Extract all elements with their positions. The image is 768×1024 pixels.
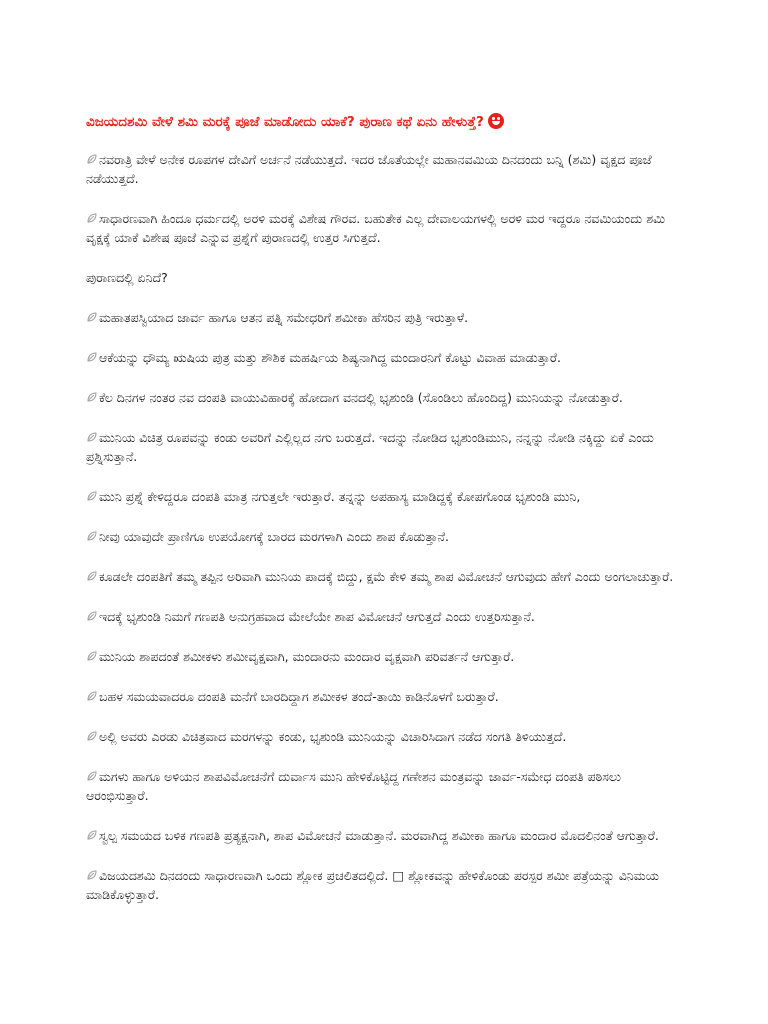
- paragraph-text: ಕೆಲ ದಿನಗಳ ನಂತರ ನವ ದಂಪತಿ ವಾಯುವಿಹಾರಕ್ಕೆ ಹೋದಾಗ ವನದಲ್ಲಿ ಭೃಶುಂಡಿ (ಸೊಂಡಿಲು ಹೊಂದಿದ್ದ) ಮುನಿಯನ್ನು ನೋಡುತ್ತಾರೆ.: [99, 390, 623, 405]
- leaf-icon: [86, 530, 98, 542]
- leaf-icon: [86, 650, 98, 662]
- leaf-icon: [86, 829, 98, 841]
- article-title: [86, 112, 684, 132]
- paragraph-text: ಕೂಡಲೇ ದಂಪತಿಗೆ ತಮ್ಮ ತಪ್ಪಿನ ಅರಿವಾಗಿ ಮುನಿಯ ಪಾದಕ್ಕೆ ಬಿದ್ದು, ಕ್ಷಮೆ ಕೇಳಿ ತಮ್ಮ ಶಾಪ ವಿಮೋಚನೆ ಆಗುವುದು ಹೇಗೆ ಎಂದು ಅಂಗಲಾಚುತ್ತಾರೆ.: [99, 569, 674, 584]
- paragraph: [86, 607, 684, 626]
- article-body: [86, 150, 684, 904]
- laughing-face-emoji-icon: [488, 113, 504, 129]
- paragraph-text: ನವರಾತ್ರಿ ವೇಳೆ ಅನೇಕ ರೂಪಗಳ ದೇವಿಗೆ ಅರ್ಚನೆ ನಡೆಯುತ್ತದೆ. ಇದರ ಜೊತೆಯಲ್ಲೇ ಮಹಾನವಮಿಯ ದಿನದಂದು ಬನ್ನಿ (ಶಮಿ) ವೃಕ್ಷದ ಪೂಜೆ ನಡೆಯುತ್ತದೆ.: [86, 152, 652, 186]
- leaf-icon: [86, 391, 98, 403]
- leaf-icon: [86, 153, 98, 165]
- paragraph-text: ಬಹಳ ಸಮಯವಾದರೂ ದಂಪತಿ ಮನೆಗೆ ಬಾರದಿದ್ದಾಗ ಶಮೀಕಳ ತಂದೆ-ತಾಯಿ ಕಾಡಿನೊಳಗೆ ಬರುತ್ತಾರೆ.: [99, 689, 499, 704]
- paragraph: [86, 428, 684, 466]
- paragraph-text: ಅಲ್ಲಿ ಅವರು ಎರಡು ವಿಚಿತ್ರವಾದ ಮರಗಳನ್ನು ಕಂಡು, ಭೃಶುಂಡಿ ಮುನಿಯನ್ನು ವಿಚಾರಿಸಿದಾಗ ನಡೆದ ಸಂಗತಿ ತಿಳಿಯುತ್ತದೆ.: [99, 729, 567, 744]
- leaf-icon: [86, 869, 98, 881]
- paragraph: [86, 150, 684, 188]
- leaf-icon: [86, 311, 98, 323]
- paragraph: [86, 527, 684, 546]
- leaf-icon: [86, 212, 98, 224]
- paragraph-text: ಮುನಿಯ ಶಾಪದಂತೆ ಶಮೀಕಳು ಶಮೀವೃಕ್ಷವಾಗಿ, ಮಂದಾರನು ಮಂದಾರ ವೃಕ್ಷವಾಗಿ ಪರಿವರ್ತನೆ ಆಗುತ್ತಾರೆ.: [99, 649, 515, 664]
- title-text: ವಿಜಯದಶಮಿ ವೇಳೆ ಶಮಿ ಮರಕ್ಕೆ ಪೂಜೆ ಮಾಡೋದು ಯಾಕೆ? ಪುರಾಣ ಕಥೆ ಏನು ಹೇಳುತ್ತೆ?: [86, 114, 484, 130]
- leaf-icon: [86, 570, 98, 582]
- paragraph-text: ಮಹಾತಪಸ್ವಿಯಾದ ಜಾರ್ವ ಹಾಗೂ ಆತನ ಪತ್ನಿ ಸಮೇಧರಿಗೆ ಶಮೀಕಾ ಹೆಸರಿನ ಪುತ್ರಿ ಇರುತ್ತಾಳೆ.: [99, 310, 469, 325]
- paragraph: [86, 567, 684, 586]
- paragraph-text: ಆಕೆಯನ್ನು ಧೌಮ್ಯ ಋಷಿಯ ಪುತ್ರ ಮತ್ತು ಶೌಶಿಕ ಮಹರ್ಷಿಯ ಶಿಷ್ಯನಾಗಿದ್ದ ಮಂದಾರನಿಗೆ ಕೊಟ್ಟು ವಿವಾಹ ಮಾಡುತ್ತಾರೆ.: [99, 350, 561, 365]
- paragraph-text: ಮುನಿ ಪ್ರಶ್ನೆ ಕೇಳಿದ್ದರೂ ದಂಪತಿ ಮಾತ್ರ ನಗುತ್ತಲೇ ಇರುತ್ತಾರೆ. ತನ್ನನ್ನು ಅಪಹಾಸ್ಯ ಮಾಡಿದ್ದಕ್ಕೆ ಕೋಪಗೊಂಡ ಭೃಶುಂಡಿ ಮುನಿ,: [99, 489, 581, 504]
- paragraph-text: ಮುನಿಯ ವಿಚಿತ್ರ ರೂಪವನ್ನು ಕಂಡು ಅವರಿಗೆ ಎಲ್ಲಿಲ್ಲದ ನಗು ಬರುತ್ತದೆ. ಇದನ್ನು ನೋಡಿದ ಭೃಶುಂಡಿಮುನಿ, ನನ್ನನ್ನು ನೋಡಿ ನಕ್ಕಿದ್ದು ಏಕೆ ಎಂದು ಪ್ರಶ್ನಿಸುತ್ತಾನೆ.: [86, 430, 654, 464]
- paragraph: [86, 388, 684, 407]
- leaf-icon: [86, 610, 98, 622]
- leaf-icon: [86, 431, 98, 443]
- paragraph: [86, 348, 684, 367]
- paragraph-text: ಸಾಧಾರಣವಾಗಿ ಹಿಂದೂ ಧರ್ಮದಲ್ಲಿ ಅರಳಿ ಮರಕ್ಕೆ ವಿಶೇಷ ಗೌರವ. ಬಹುತೇಕ ಎಲ್ಲ ದೇವಾಲಯಗಳಲ್ಲಿ ಅರಳಿ ಮರ ಇದ್ದರೂ ನವಮಿಯಂದು ಶಮಿ ವೃಕ್ಷಕ್ಕೆ ಯಾಕೆ ವಿಶೇಷ ಪೂಜೆ ಎನ್ನುವ ಪ್ರಶ್ನೆಗೆ ಪುರಾಣದಲ್ಲಿ ಉತ್ತರ ಸಿಗುತ್ತದೆ.: [86, 211, 666, 245]
- paragraph: [86, 727, 684, 746]
- paragraph: [86, 826, 684, 845]
- paragraph: [86, 647, 684, 666]
- leaf-icon: [86, 490, 98, 502]
- paragraph-text: ವಿಜಯದಶಮಿ ದಿನದಂದು ಸಾಧಾರಣವಾಗಿ ಒಂದು ಶ್ಲೋಕ ಪ್ರಚಲಿತದಲ್ಲಿದೆ. □ ಶ್ಲೋಕವನ್ನು ಹೇಳಿಕೊಂಡು ಪರಸ್ಪರ ಶಮೀ ಪತ್ರೆಯನ್ನು ವಿನಿಮಯ ಮಾಡಿಕೊಳ್ಳುತ್ತಾರೆ.: [86, 868, 659, 902]
- paragraph: [86, 209, 684, 247]
- paragraph: [86, 268, 684, 287]
- leaf-icon: [86, 730, 98, 742]
- paragraph-text: ಸ್ವಲ್ಪ ಸಮಯದ ಬಳಿಕ ಗಣಪತಿ ಪ್ರತ್ಯಕ್ಷನಾಗಿ, ಶಾಪ ವಿಮೋಚನೆ ಮಾಡುತ್ತಾನೆ. ಮರವಾಗಿದ್ದ ಶಮೀಕಾ ಹಾಗೂ ಮಂದಾರ ಮೊದಲಿನಂತೆ ಆಗುತ್ತಾರೆ.: [99, 828, 659, 843]
- leaf-icon: [86, 351, 98, 363]
- paragraph: [86, 767, 684, 805]
- paragraph: [86, 308, 684, 327]
- paragraph: [86, 866, 684, 904]
- paragraph-text: ನೀವು ಯಾವುದೇ ಪ್ರಾಣಿಗೂ ಉಪಯೋಗಕ್ಕೆ ಬಾರದ ಮರಗಳಾಗಿ ಎಂದು ಶಾಪ ಕೊಡುತ್ತಾನೆ.: [99, 529, 449, 544]
- paragraph-text: ಇದಕ್ಕೆ ಭೃಶುಂಡಿ ನಿಮಗೆ ಗಣಪತಿ ಅನುಗ್ರಹವಾದ ಮೇಲೆಯೇ ಶಾಪ ವಿಮೋಚನೆ ಆಗುತ್ತದೆ ಎಂದು ಉತ್ತರಿಸುತ್ತಾನೆ.: [99, 609, 535, 624]
- paragraph-text: ಮಗಳು ಹಾಗೂ ಅಳಿಯನ ಶಾಪವಿಮೋಚನೆಗೆ ದುರ್ವಾಸ ಮುನಿ ಹೇಳಿಕೊಟ್ಟಿದ್ದ ಗಣೇಶನ ಮಂತ್ರವನ್ನು ಜಾರ್ವ-ಸಮೇಧ ದಂಪತಿ ಪಠಿಸಲು ಆರಂಭಿಸುತ್ತಾರೆ.: [86, 769, 621, 803]
- paragraph-text: ಪುರಾಣದಲ್ಲಿ ಏನಿದೆ?: [86, 270, 168, 285]
- leaf-icon: [86, 770, 98, 782]
- paragraph: [86, 487, 684, 506]
- leaf-icon: [86, 690, 98, 702]
- paragraph: [86, 687, 684, 706]
